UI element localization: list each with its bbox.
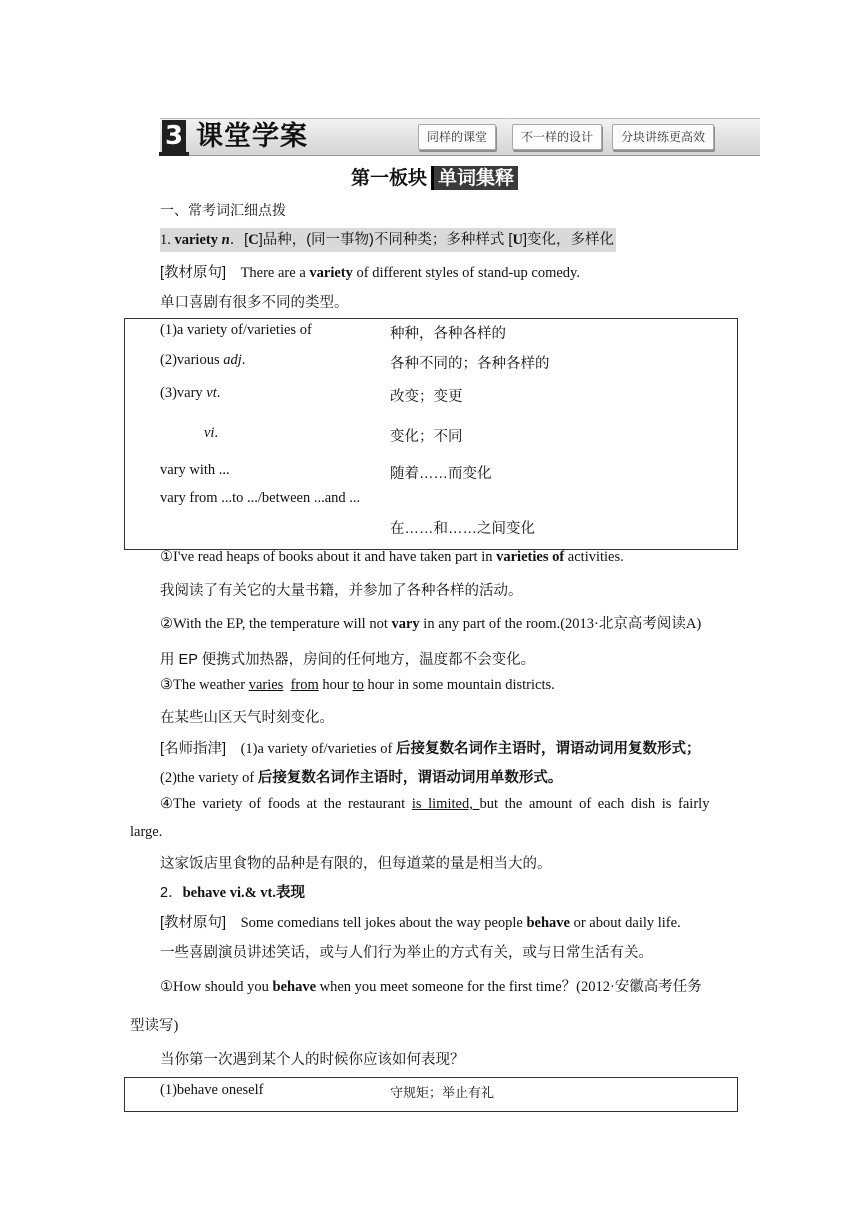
entry2-headline: 2．behave vi.& vt.表现 xyxy=(160,885,306,901)
tag-block-practice: 分块讲练更高效 xyxy=(612,124,714,150)
box-row-en: vi. xyxy=(204,425,219,441)
box-row-en: (1)behave oneself xyxy=(160,1082,264,1098)
section-title-part1: 第一板块 xyxy=(351,167,428,189)
box-row-en: vary with ... xyxy=(160,462,230,478)
box-row-cn: 守规矩；举止有礼 xyxy=(390,1086,495,1101)
box-row-en: (1)a variety of/varieties of xyxy=(160,322,312,338)
entry1-example3-translation: 在某些山区天气时刻变化。 xyxy=(160,710,334,726)
box-row-en: vary from ...to .../between ...and ... xyxy=(160,490,361,506)
entry2-example1-translation: 当你第一次遇到某个人的时候你应该如何表现？ xyxy=(160,1052,465,1068)
entry2-example1: ①How should you behave when you meet someone for the first time？(2012·安徽高考任务 xyxy=(160,979,702,995)
section-title xyxy=(351,164,518,192)
entry1-example3: ③The weather varies from hour to hour in some mountain districts. xyxy=(160,677,555,693)
box-row-cn: 改变；变更 xyxy=(390,389,463,405)
entry1-example2-translation: 用 EP 便携式加热器，房间的任何地方，温度都不会变化。 xyxy=(160,652,536,668)
box-row-cn: 各种不同的；各种各样的 xyxy=(390,356,550,372)
box-row-en: (2)various adj. xyxy=(160,352,246,368)
entry1-headline: 1. variety n．[C]品种，(同一事物)不同种类；多种样式 [U]变化，多样化 xyxy=(160,228,620,252)
lesson-number-badge: 3 xyxy=(162,120,186,153)
entry1-example4-translation: 这家饭店里食物的品种是有限的，但每道菜的量是相当大的。 xyxy=(160,856,552,872)
entry1-tip-line2: (2)the variety of 后接复数名词作主语时，谓语动词用单数形式。 xyxy=(160,770,563,786)
entry1-example2: ②With the EP, the temperature will not vary in any part of the room.(2013·北京高考阅读A) xyxy=(160,616,702,632)
section-title-part2: 单词集释 xyxy=(431,166,518,190)
box-row-cn: 变化；不同 xyxy=(390,429,463,445)
box-row-cn: 在……和……之间变化 xyxy=(390,521,535,537)
banner-title: 课堂学案 xyxy=(196,121,308,152)
box-row-en: (3)vary vt. xyxy=(160,385,221,401)
entry2-source: [教材原句] Some comedians tell jokes about the way people behave or about daily life. xyxy=(160,915,681,931)
entry1-source-translation: 单口喜剧有很多不同的类型。 xyxy=(160,295,349,311)
header-banner xyxy=(160,118,760,156)
entry2-source-translation: 一些喜剧演员讲述笑话，或与人们行为举止的方式有关，或与日常生活有关。 xyxy=(160,945,653,961)
entry1-source: [教材原句] There are a variety of different styles of stand-up comedy. xyxy=(160,265,580,281)
box-row-cn: 种种，各种各样的 xyxy=(390,326,506,342)
box-row-cn: 随着……而变化 xyxy=(390,466,492,482)
entry1-tip-line1: [名师指津] (1)a variety of/varieties of 后接复数名词作主语时，谓语动词用复数形式； xyxy=(160,741,701,757)
entry2-example1-cont: 型读写) xyxy=(130,1018,179,1034)
entry1-example1-translation: 我阅读了有关它的大量书籍，并参加了各种各样的活动。 xyxy=(160,583,523,599)
entry1-example4: ④The variety of foods at the restaurant is limited, but the amount of each dish is fairly xyxy=(160,796,710,812)
tag-same-class: 同样的课堂 xyxy=(418,124,496,150)
entry1-example4-cont: large. xyxy=(130,824,163,840)
tag-different-design: 不一样的设计 xyxy=(512,124,602,150)
heading-vocab-points: 一、常考词汇细点拨 xyxy=(160,202,286,218)
entry1-example1: ①I've read heaps of books about it and have taken part in varieties of activities. xyxy=(160,549,624,565)
